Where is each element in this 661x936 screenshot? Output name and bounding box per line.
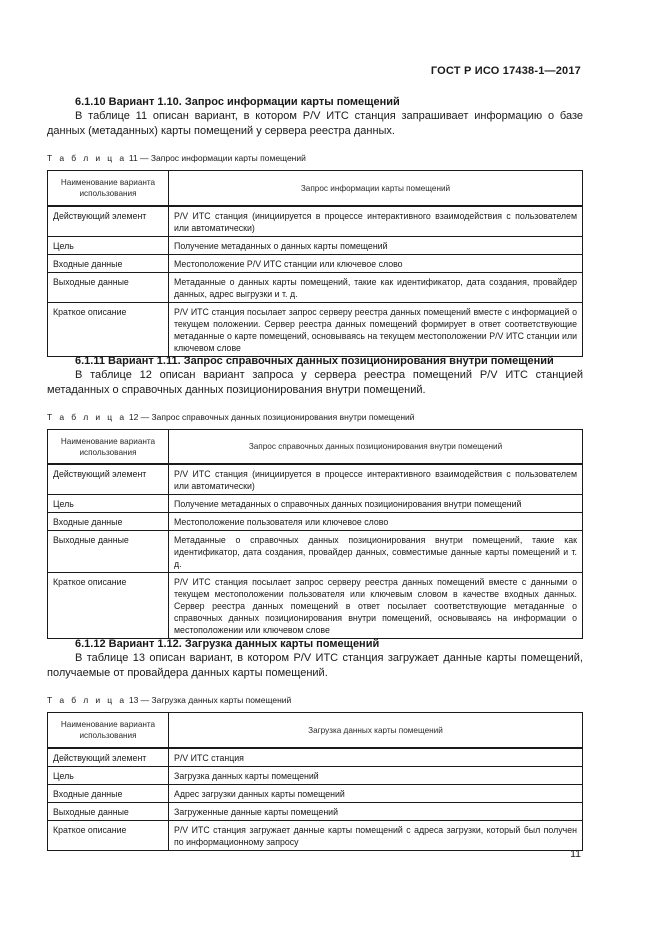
table-row (48, 802, 583, 820)
table-row (48, 512, 583, 530)
table-caption-prefix: Т а б л и ц а (47, 153, 127, 163)
table-row (48, 748, 583, 767)
row-label: Входные данные (48, 784, 169, 802)
row-label: Выходные данные (48, 530, 169, 572)
row-label: Краткое описание (48, 302, 169, 356)
row-label: Входные данные (48, 512, 169, 530)
row-value: Адрес загрузки данных карты помещений (169, 784, 583, 802)
section-heading: 6.1.11 Вариант 1.11. Запрос справочных данных позиционирования внутри помещений (75, 355, 554, 367)
table-12 (47, 429, 583, 639)
row-value: P/V ИТС станция загружает данные карты помещений с адреса загрузки, который был получен по информационному запросу (169, 820, 583, 850)
table-caption (47, 152, 583, 164)
table-row (48, 820, 583, 850)
row-value: Местоположение P/V ИТС станции или ключевое слово (169, 254, 583, 272)
table-row (48, 236, 583, 254)
table-row (48, 254, 583, 272)
row-value: Загруженные данные карты помещений (169, 802, 583, 820)
row-label: Выходные данные (48, 802, 169, 820)
table-header-left: Наименование варианта использования (48, 430, 169, 464)
section-6-1-11 (47, 354, 583, 639)
section-heading: 6.1.12 Вариант 1.12. Загрузка данных карты помещений (75, 638, 380, 650)
standard-header: ГОСТ Р ИСО 17438-1—2017 (430, 65, 581, 77)
row-label: Входные данные (48, 254, 169, 272)
table-header-right: Загрузка данных карты помещений (169, 713, 583, 748)
row-value: P/V ИТС станция (инициируется в процессе интерактивного взаимодействия с пользователем или автоматически) (169, 206, 583, 237)
row-label: Действующий элемент (48, 464, 169, 495)
section-6-1-12 (47, 637, 583, 851)
table-caption-text: 12 — Запрос справочных данных позиционирования внутри помещений (128, 412, 415, 422)
table-header-left: Наименование варианта использования (48, 171, 169, 206)
row-value: P/V ИТС станция посылает запрос серверу реестра данных помещений вместе с информацией о текущем положении. Сервер реестра данных помещений формирует в ответ соответствующие метаданные о карте помещений, основываясь на текущем местоположении P/V ИТС станции или ключевом слове (169, 302, 583, 356)
row-value: P/V ИТС станция (169, 748, 583, 767)
table-row (48, 766, 583, 784)
table-caption-prefix: Т а б л и ц а (47, 412, 127, 422)
row-label: Цель (48, 766, 169, 784)
table-row (48, 784, 583, 802)
row-value: Метаданные о справочных данных позиционирования внутри помещений, такие как идентификатор, дата создания, провайдер данных, совместимые данные карты помещений и т. д. (169, 530, 583, 572)
section-paragraph: В таблице 11 описан вариант, в котором P/V ИТС станция запрашивает информацию о базе данных (метаданных) карты помещений у сервера реестра данных. (47, 110, 583, 137)
table-row (48, 272, 583, 302)
table-row (48, 464, 583, 495)
row-label: Действующий элемент (48, 748, 169, 767)
section-paragraph: В таблице 13 описан вариант, в котором P/V ИТС станция загружает данные карты помещений, получаемые от провайдера данных карты помещений. (47, 652, 583, 679)
table-row (48, 302, 583, 356)
table-row (48, 494, 583, 512)
row-value: P/V ИТС станция посылает запрос серверу реестра данных помещений вместе с данными о текущем местоположении пользователя или ключевым словом в качестве входных данных. Сервер реестра данных помещений в ответ посылает соответствующие метаданные о справочных данных позиционирования внутри помещений, основываясь на информации о местоположении или ключевом слове (169, 572, 583, 638)
row-label: Краткое описание (48, 820, 169, 850)
row-label: Выходные данные (48, 272, 169, 302)
section-6-1-10 (47, 95, 583, 357)
row-value: Получение метаданных о справочных данных позиционирования внутри помещений (169, 494, 583, 512)
table-caption-text: 11 — Запрос информации карты помещений (128, 153, 306, 163)
table-caption (47, 411, 583, 423)
row-value: Получение метаданных о данных карты помещений (169, 236, 583, 254)
row-value: Загрузка данных карты помещений (169, 766, 583, 784)
row-label: Цель (48, 494, 169, 512)
row-value: P/V ИТС станция (инициируется в процессе интерактивного взаимодействия с пользователем или автоматически) (169, 464, 583, 495)
section-heading: 6.1.10 Вариант 1.10. Запрос информации карты помещений (75, 96, 400, 108)
row-value: Метаданные о данных карты помещений, такие как идентификатор, дата создания, провайдер данных, адрес выгрузки и т. д. (169, 272, 583, 302)
table-row (48, 206, 583, 237)
row-label: Действующий элемент (48, 206, 169, 237)
table-header-right: Запрос информации карты помещений (169, 171, 583, 206)
table-header-right: Запрос справочных данных позиционирования внутри помещений (169, 430, 583, 464)
row-value: Местоположение пользователя или ключевое слово (169, 512, 583, 530)
row-label: Краткое описание (48, 572, 169, 638)
page-number: 11 (570, 848, 581, 860)
table-11 (47, 170, 583, 357)
table-caption-text: 13 — Загрузка данных карты помещений (128, 695, 292, 705)
table-row (48, 572, 583, 638)
table-caption-prefix: Т а б л и ц а (47, 695, 127, 705)
table-row (48, 530, 583, 572)
row-label: Цель (48, 236, 169, 254)
table-caption (47, 694, 583, 706)
table-header-left: Наименование варианта использования (48, 713, 169, 748)
section-paragraph: В таблице 12 описан вариант запроса у сервера реестра помещений P/V ИТС станцией метаданных о справочных данных позиционирования внутри помещений. (47, 369, 583, 396)
table-13 (47, 712, 583, 851)
